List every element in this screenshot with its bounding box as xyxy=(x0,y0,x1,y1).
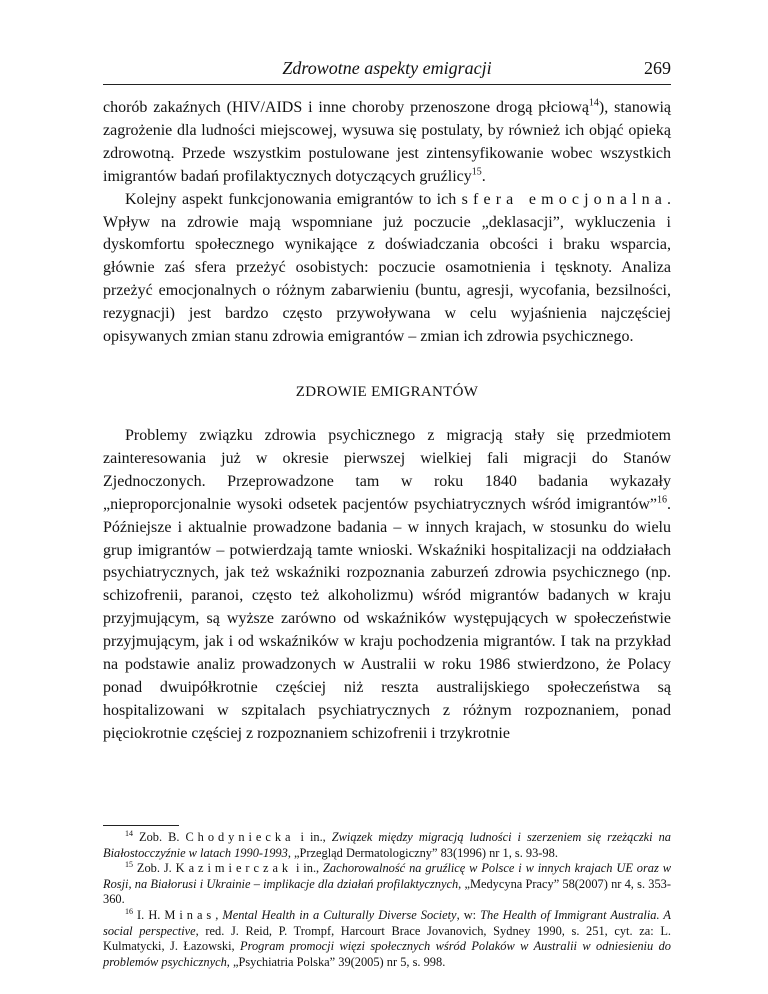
paragraph-3: Problemy związku zdrowia psychicznego z migracją stały się przedmiotem zainteresowania już w okresie pierwszej wielkiej fali migracji do Stanów Zjednoczonych. Przeprowadzone tam w roku 1840 badania wykazały „nieproporcjonalnie wysoki odsetek pacjentów psychiatrycznych wśród imigrantów”$^{16}$. Późniejsze i aktualnie prowadzone badania – w innych krajach, w stosunku do wielu grup imigrantów – potwierdzają tamte wnioski. Wskaźniki hospitalizacji na oddziałach psychiatrycznych, jak też wskaźniki rozpoznania zaburzeń zdrowia psychicznego (np. schizofrenii, paranoi, często też alkoholizmu) wśród migrantów badanych w kraju przyjmującym, są wyższe zarówno od wskaźników występujących w społeczeństwie przyjmującym, jak i od wskaźników w kraju pochodzenia migrantów. I tak na przykład na podstawie analiz prowadzonych w Australii w roku 1986 stwierdzono, że Polacy ponad dwuipółkrotnie częściej niż reszta australijskiego społeczeństwa są hospitalizowani w szpitalach psychiatrycznych z różnym rozpoznaniem, ponad pięciokrotnie częściej z rozpoznaniem schizofrenii i trzykrotnie xyxy=(103,427,671,742)
body-text-top xyxy=(103,97,671,349)
footnote-16: $^{16}$ I. H. Minas, Mental Health in a Culturally Diverse Society, w: The Health of Immigrant Australia. A social perspective, red. J. Reid, P. Trompf, Harcourt Brace Jovanovich, Sydney 1990, s. 251, cyt. za: L. Kulmatycki, J. Łazowski, Program promocji więzi społecznych wśród Polaków w Australii w odniesieniu do problemów psychicznych, „Psychiatria Polska” 39(2005) nr 5, s. 998. xyxy=(103,906,671,969)
running-header xyxy=(103,58,671,86)
body-text-bottom xyxy=(103,425,671,746)
paragraph-1: chorób zakaźnych (HIV/AIDS i inne choroby przenoszone drogą płciową$^{14}$), stanowią zagrożenie dla ludności miejscowej, wysuwa się postulaty, by również ich objąć opieką zdrowotną. Przede wszystkim postulowane jest zintensyfikowanie wobec wszystkich imigrantów badań profilaktycznych dotyczących gruźlicy$^{15}$. xyxy=(103,97,671,185)
spaced-emphasis: sfera emocjonalna xyxy=(461,190,667,208)
paragraph-2: Kolejny aspekt funkcjonowania emigrantów to ich sfera emocjonalna. Wpływ na zdrowie mają wspomniane już poczucie „deklasacji”, wykluczenia i dyskomfortu społecznego wynikające z doświadczania obcości i braku wsparcia, głównie zaś sfera przeżyć osobistych: poczucie osamotnienia i tęsknoty. Analiza przeżyć emocjonalnych o różnym zabarwieniu (buntu, agresji, wycofania, bezsilności, rezygnacji) jest bardzo często przywoływana w celu wyjaśnienia najczęściej opisywanych zmian stanu zdrowia emigrantów – zmian ich zdrowia psychicznego. xyxy=(103,190,671,346)
header-rule xyxy=(103,84,671,85)
footnote-15: $^{15}$ Zob. J. Kazimierczak i in., Zachorowalność na gruźlicę w Polsce i w innych krajach UE oraz w Rosji, na Białorusi i Ukrainie – implikacje dla działań profilaktycznych, „Medycyna Pracy” 58(2007) nr 4, s. 353-360. xyxy=(103,860,671,907)
footnote-rule xyxy=(103,825,179,826)
footnote-ref-15[interactable]: 15 xyxy=(471,166,482,178)
running-title: Zdrowotne aspekty emigracji xyxy=(282,58,492,78)
footnote-14: $^{14}$ Zob. B. Chodyniecka i in., Związek między migracją ludności i szerzeniem się rzeżączki na Białostocczyźnie w latach 1990-1993, „Przegląd Dermatologiczny” 83(1996) nr 1, s. 93-98. xyxy=(103,828,671,860)
footnote-ref-14[interactable]: 14 xyxy=(588,97,599,109)
footnotes xyxy=(103,830,671,970)
footnote-ref-16[interactable]: 16 xyxy=(657,494,667,506)
page-number: 269 xyxy=(644,58,671,78)
section-heading: ZDROWIE EMIGRANTÓW xyxy=(295,384,479,400)
